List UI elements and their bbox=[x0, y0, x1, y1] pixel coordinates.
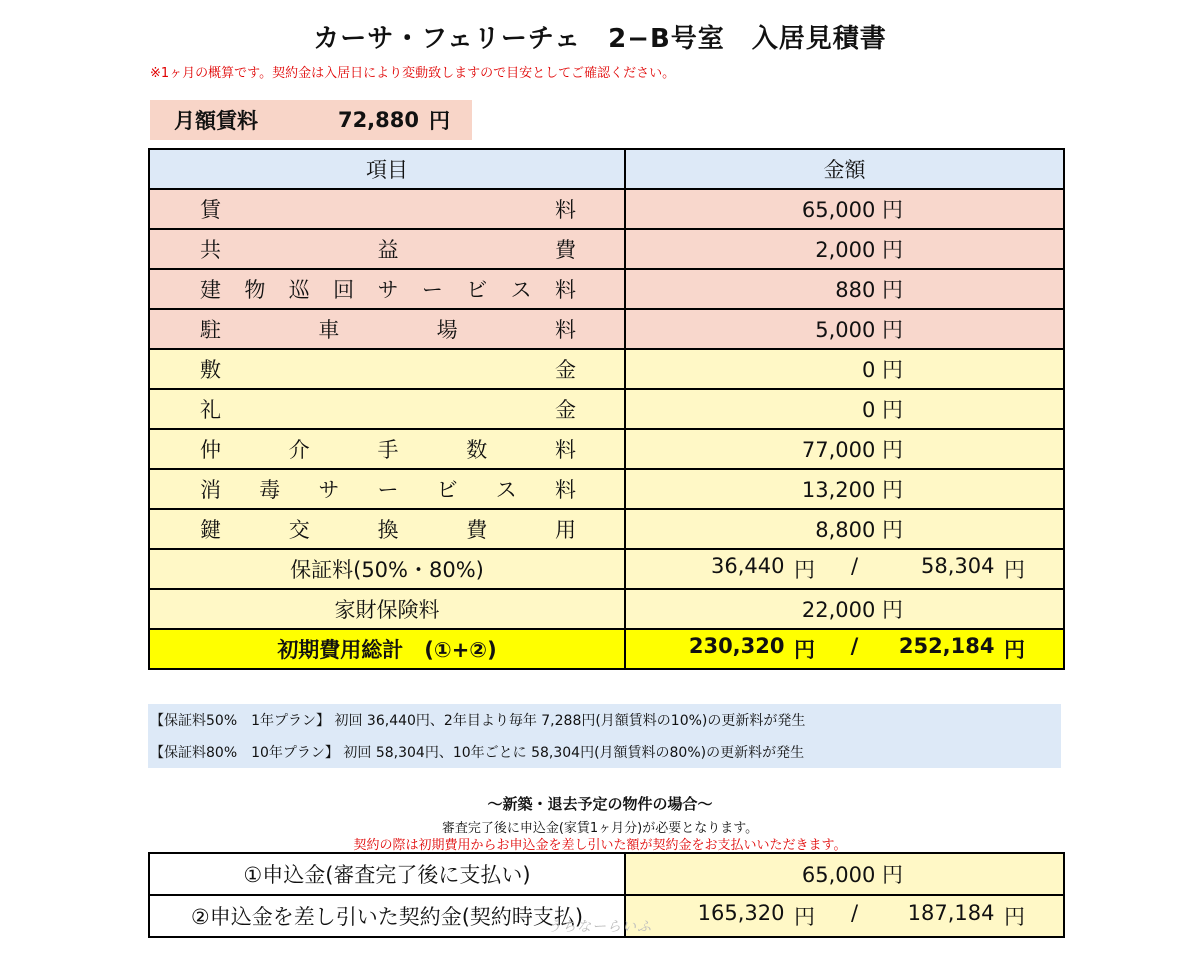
label-char: 手 bbox=[377, 438, 399, 462]
label-char: 介 bbox=[288, 438, 310, 462]
estimate-note: ※1ヶ月の概算です。契約金は入居日により変動致しますので目安としてご確認ください。 bbox=[150, 66, 676, 81]
table-row bbox=[149, 349, 1064, 389]
amount-cell: 77,000 円 bbox=[625, 429, 1064, 469]
label-char: 鍵 bbox=[200, 518, 221, 542]
separator: / bbox=[850, 554, 859, 578]
label-char: 費 bbox=[466, 518, 488, 542]
table-row bbox=[149, 509, 1064, 549]
guarantee-50: 36,440 bbox=[711, 554, 785, 578]
header-item: 項目 bbox=[149, 149, 625, 189]
insurance-amount: 22,000 円 bbox=[625, 589, 1064, 629]
label-char: 換 bbox=[377, 518, 399, 542]
label-char: 敷 bbox=[200, 358, 221, 382]
spread-label bbox=[150, 514, 624, 544]
table-row bbox=[149, 229, 1064, 269]
total-row bbox=[149, 629, 1064, 669]
item-cell bbox=[149, 269, 625, 309]
label-char: ー bbox=[377, 478, 399, 502]
amount-cell: 0 円 bbox=[625, 389, 1064, 429]
label-char: 物 bbox=[244, 278, 266, 302]
amount-cell: 8,800 円 bbox=[625, 509, 1064, 549]
amount-cell: 2,000 円 bbox=[625, 229, 1064, 269]
page-title: カーサ・フェリーチェ 2−B号室 入居見積書 bbox=[313, 24, 887, 54]
insurance-row bbox=[149, 589, 1064, 629]
contract-80: 187,184 bbox=[907, 901, 995, 925]
label-char: 毒 bbox=[259, 478, 281, 502]
total-label: 初期費用総計 (①+②) bbox=[149, 629, 625, 669]
label-char: 用 bbox=[555, 518, 576, 542]
yen-unit: 円 bbox=[1004, 638, 1025, 662]
total-80: 252,184 bbox=[898, 634, 995, 658]
spread-label bbox=[150, 354, 624, 384]
guarantee-plan-notes bbox=[148, 704, 1061, 768]
yen-unit: 円 bbox=[794, 558, 815, 582]
spread-label bbox=[150, 274, 624, 304]
label-char: 料 bbox=[554, 318, 576, 342]
guarantee-row bbox=[149, 549, 1064, 589]
amount-cell: 13,200 円 bbox=[625, 469, 1064, 509]
total-50: 230,320 bbox=[688, 634, 785, 658]
total-amount bbox=[625, 629, 1064, 669]
label-char: 巡 bbox=[288, 278, 310, 302]
item-cell bbox=[149, 189, 625, 229]
item-cell bbox=[149, 389, 625, 429]
monthly-rent-unit: 円 bbox=[429, 109, 450, 133]
label-char: 金 bbox=[555, 358, 576, 382]
table-row bbox=[149, 269, 1064, 309]
label-char: ビ bbox=[466, 278, 488, 302]
contract-fee-amount bbox=[625, 895, 1064, 937]
spread-label bbox=[150, 434, 624, 464]
new-build-warning: 契約の際は初期費用からお申込金を差し引いた額が契約金をお支払いいただきます。 bbox=[353, 838, 847, 853]
spread-label bbox=[150, 394, 624, 424]
yen-unit: 円 bbox=[1004, 558, 1025, 582]
label-char: ー bbox=[421, 278, 443, 302]
label-char: 数 bbox=[466, 438, 488, 462]
table-row bbox=[149, 309, 1064, 349]
label-char: 回 bbox=[333, 278, 355, 302]
label-char: 建 bbox=[200, 278, 221, 302]
application-fee-amount: 65,000 円 bbox=[625, 853, 1064, 895]
table-row bbox=[149, 189, 1064, 229]
table-row bbox=[149, 469, 1064, 509]
table-row bbox=[149, 429, 1064, 469]
monthly-rent-label: 月額賃料 bbox=[174, 109, 258, 133]
label-char: 料 bbox=[555, 438, 576, 462]
guarantee-amount bbox=[625, 549, 1064, 589]
insurance-label: 家財保険料 bbox=[149, 589, 625, 629]
label-char: 益 bbox=[377, 238, 399, 262]
amount-cell: 5,000 円 bbox=[625, 309, 1064, 349]
item-cell bbox=[149, 469, 625, 509]
separator: / bbox=[850, 901, 859, 925]
label-char: 消 bbox=[200, 478, 221, 502]
monthly-rent-value: 72,880 bbox=[337, 108, 419, 132]
spread-label bbox=[150, 194, 624, 224]
label-char: 料 bbox=[555, 198, 576, 222]
amount-cell: 880 円 bbox=[625, 269, 1064, 309]
guarantee-80: 58,304 bbox=[921, 554, 995, 578]
separator: / bbox=[850, 634, 859, 658]
amount-cell: 65,000 円 bbox=[625, 189, 1064, 229]
label-char: 料 bbox=[554, 478, 576, 502]
plan-50-note: 【保証料50% 1年プラン】 初回 36,440円、2年目より毎年 7,288円(月額賃料の10%)の更新料が発生 bbox=[150, 713, 806, 729]
new-build-title: 〜新築・退去予定の物件の場合〜 bbox=[487, 795, 713, 813]
yen-unit: 円 bbox=[794, 638, 815, 662]
item-cell bbox=[149, 509, 625, 549]
watermark-logo: うちなーらいふ bbox=[547, 919, 652, 935]
estimate-table bbox=[148, 148, 1065, 670]
label-char: サ bbox=[377, 278, 399, 302]
item-cell bbox=[149, 309, 625, 349]
plan-80-note: 【保証料80% 10年プラン】 初回 58,304円、10年ごとに 58,304円(月額賃料の80%)の更新料が発生 bbox=[150, 745, 805, 761]
yen-unit: 円 bbox=[794, 905, 815, 929]
label-char: 賃 bbox=[200, 198, 221, 222]
label-char: 仲 bbox=[200, 438, 221, 462]
monthly-rent-box bbox=[150, 100, 472, 140]
contract-fee-label: ②申込金を差し引いた契約金(契約時支払) bbox=[149, 895, 625, 937]
item-cell bbox=[149, 349, 625, 389]
label-char: サ bbox=[318, 478, 340, 502]
item-cell bbox=[149, 429, 625, 469]
label-char: 料 bbox=[555, 278, 576, 302]
label-char: ス bbox=[510, 278, 532, 302]
table-header-row bbox=[149, 149, 1064, 189]
label-char: 金 bbox=[555, 398, 576, 422]
yen-unit: 円 bbox=[1004, 905, 1025, 929]
label-char: 駐 bbox=[200, 318, 221, 342]
label-char: ス bbox=[495, 478, 517, 502]
table-row bbox=[149, 853, 1064, 895]
guarantee-label: 保証料(50%・80%) bbox=[149, 549, 625, 589]
spread-label bbox=[150, 474, 624, 504]
label-char: ビ bbox=[436, 478, 458, 502]
contract-50: 165,320 bbox=[697, 901, 785, 925]
spread-label bbox=[150, 234, 624, 264]
item-cell bbox=[149, 229, 625, 269]
amount-cell: 0 円 bbox=[625, 349, 1064, 389]
new-build-note: 審査完了後に申込金(家賃1ヶ月分)が必要となります。 bbox=[441, 821, 759, 836]
label-char: 車 bbox=[318, 318, 340, 342]
label-char: 共 bbox=[200, 238, 221, 262]
label-char: 場 bbox=[436, 318, 458, 342]
label-char: 費 bbox=[555, 238, 576, 262]
spread-label bbox=[150, 314, 624, 344]
table-row bbox=[149, 389, 1064, 429]
header-amount: 金額 bbox=[625, 149, 1064, 189]
label-char: 礼 bbox=[200, 398, 221, 422]
application-fee-label: ①申込金(審査完了後に支払い) bbox=[149, 853, 625, 895]
label-char: 交 bbox=[288, 518, 310, 542]
